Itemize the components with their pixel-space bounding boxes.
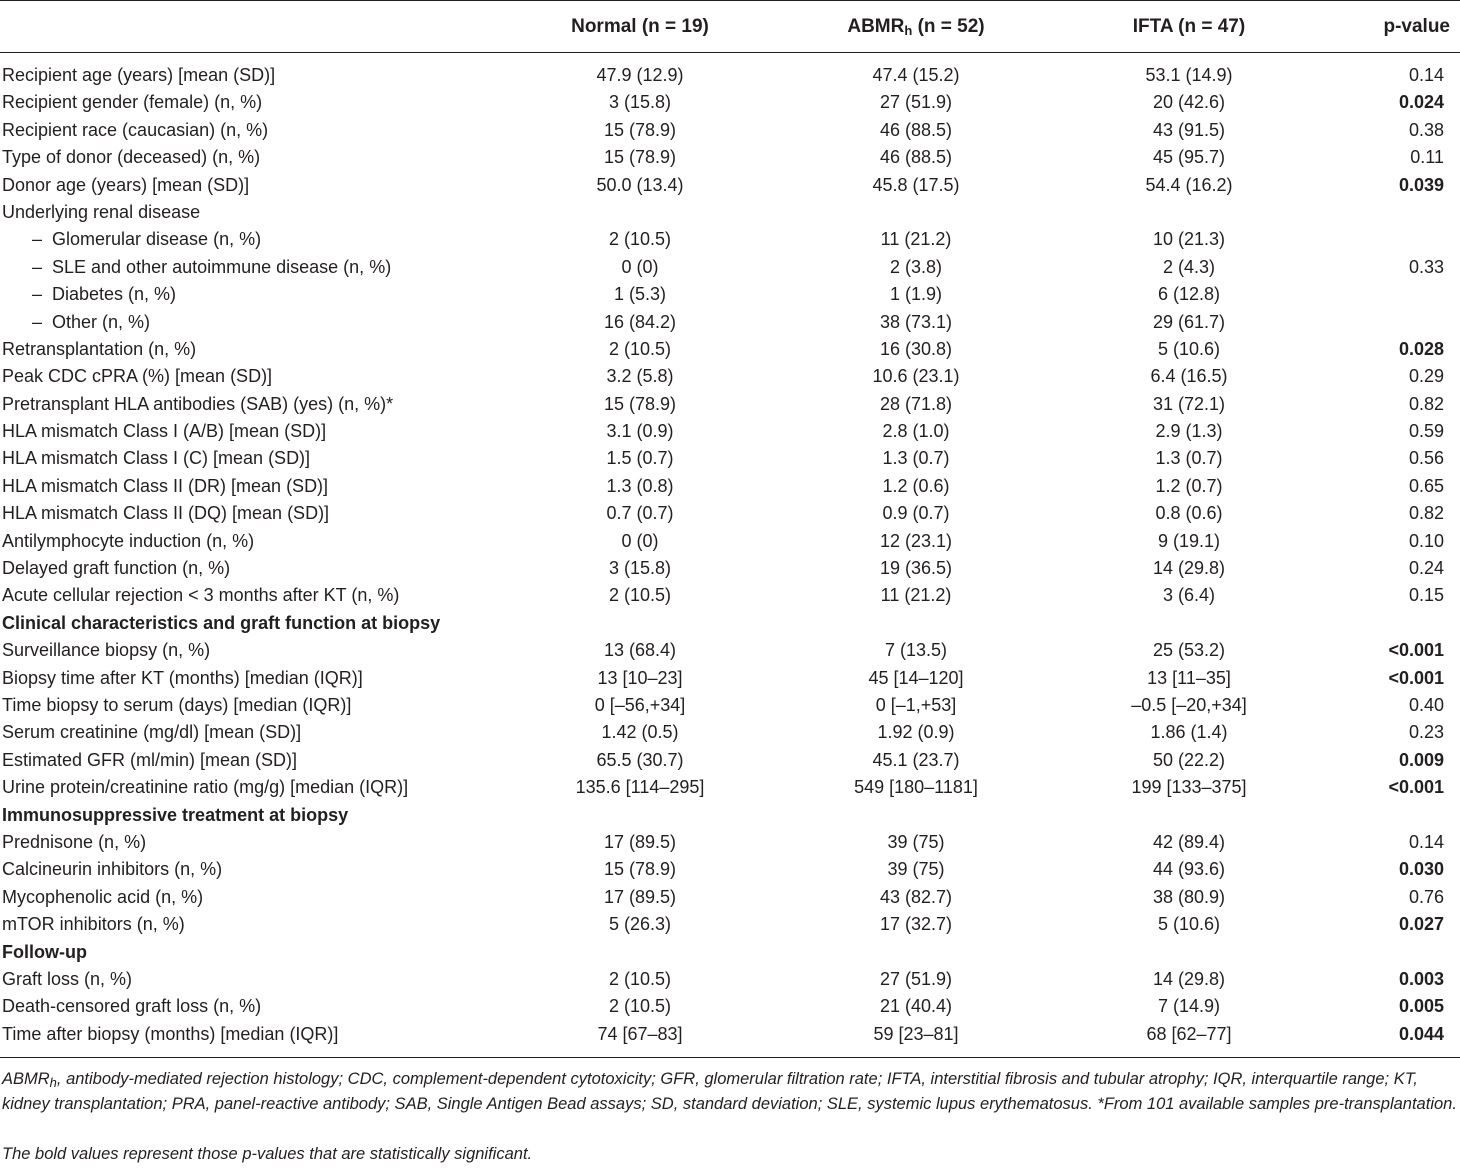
table-row — [0, 89, 1460, 116]
row-label-text: Time after biopsy (months) [median (IQR)] — [2, 1023, 339, 1044]
table-row — [0, 418, 1460, 445]
cell-ifta: 25 (53.2) — [1152, 640, 1226, 661]
cell-abmr: 17 (32.7) — [879, 914, 953, 935]
row-label — [2, 1021, 338, 1048]
cell-p-value: 0.33 — [1408, 256, 1444, 277]
row-label-text: SLE and other autoimmune disease (n, %) — [52, 256, 392, 277]
row-label-text: Glomerular disease (n, %) — [52, 229, 262, 250]
table-row — [0, 117, 1460, 144]
table-row — [0, 966, 1460, 993]
table-row — [0, 555, 1460, 582]
cell-normal: 3.1 (0.9) — [606, 421, 674, 442]
cell-p-value: 0.15 — [1408, 585, 1444, 606]
table-row — [0, 199, 1460, 226]
cell-abmr: 0.9 (0.7) — [882, 503, 950, 524]
table-top-rule — [0, 0, 1460, 1]
cell-ifta: 3 (6.4) — [1162, 585, 1216, 606]
cell-normal: 2 (10.5) — [608, 585, 672, 606]
cell-abmr: 27 (51.9) — [879, 92, 953, 113]
cell-normal: 1.5 (0.7) — [606, 448, 674, 469]
row-label — [2, 418, 326, 445]
row-label-text: Recipient race (caucasian) (n, %) — [2, 119, 269, 140]
cell-p-value: 0.024 — [1398, 92, 1444, 113]
row-label — [2, 172, 249, 199]
cell-normal: 15 (78.9) — [603, 393, 677, 414]
cell-ifta: 42 (89.4) — [1152, 831, 1226, 852]
cell-ifta: 13 [11–35] — [1147, 667, 1231, 688]
row-label-text: Donor age (years) [mean (SD)] — [2, 174, 250, 195]
cell-normal: 15 (78.9) — [603, 147, 677, 168]
cell-normal: 3 (15.8) — [608, 558, 672, 579]
table-footnote-bold-note: The bold values represent those p-values that are statistically significant. — [2, 1145, 533, 1163]
cell-abmr: 59 [23–81] — [873, 1023, 959, 1044]
table-row — [0, 637, 1460, 664]
cell-p-value: 0.82 — [1408, 393, 1444, 414]
table-row — [0, 445, 1460, 472]
row-label-text: Diabetes (n, %) — [52, 284, 177, 305]
row-label-text: Acute cellular rejection < 3 months after KT (n, %) — [2, 585, 400, 606]
cell-p-value: 0.14 — [1408, 65, 1444, 85]
cell-p-value: 0.23 — [1408, 722, 1444, 743]
cell-ifta: 43 (91.5) — [1152, 119, 1226, 140]
cell-p-value: 0.11 — [1410, 147, 1444, 168]
row-label — [2, 884, 203, 911]
row-label — [2, 254, 391, 281]
cell-normal: 47.9 (12.9) — [596, 65, 684, 85]
row-label — [2, 610, 440, 637]
cell-normal: 0.7 (0.7) — [606, 503, 674, 524]
bullet-dash: – — [32, 229, 43, 250]
table-footnote-abbreviations — [2, 1067, 1458, 1117]
cell-abmr: 1 (1.9) — [889, 284, 943, 305]
cell-p-value: 0.009 — [1398, 749, 1444, 770]
row-label — [2, 117, 268, 144]
cell-p-value: 0.76 — [1408, 886, 1444, 907]
cell-abmr: 27 (51.9) — [879, 968, 953, 989]
table-row — [0, 1021, 1460, 1048]
table-row — [0, 774, 1460, 801]
cell-ifta: 6 (12.8) — [1157, 284, 1221, 305]
cell-ifta: 1.2 (0.7) — [1155, 475, 1223, 496]
cell-normal: 3 (15.8) — [608, 92, 672, 113]
header-abmr-sub: h — [904, 23, 913, 38]
cell-abmr: 39 (75) — [887, 831, 945, 852]
cell-p-value: <0.001 — [1388, 640, 1444, 661]
row-label-text: mTOR inhibitors (n, %) — [2, 914, 185, 935]
cell-normal: 0 (0) — [621, 530, 659, 551]
cell-abmr: 47.4 (15.2) — [872, 65, 960, 85]
cell-abmr: 46 (88.5) — [879, 147, 953, 168]
table-row — [0, 309, 1460, 336]
row-label — [2, 391, 393, 418]
header-abmr-rest: (n = 52) — [912, 16, 985, 37]
cell-abmr: 46 (88.5) — [879, 119, 953, 140]
cell-ifta: 29 (61.7) — [1152, 311, 1226, 332]
cell-ifta: 199 [133–375] — [1131, 777, 1247, 798]
table-row — [0, 582, 1460, 609]
row-label — [2, 500, 329, 527]
cell-normal: 16 (84.2) — [603, 311, 677, 332]
section-header-row — [0, 939, 1460, 966]
row-label — [2, 473, 328, 500]
row-label-text: Peak CDC cPRA (%) [mean (SD)] — [2, 366, 273, 387]
row-label — [2, 89, 262, 116]
bullet-dash: – — [32, 284, 43, 305]
header-ifta: IFTA (n = 47) — [1132, 16, 1246, 37]
cell-ifta: 2.9 (1.3) — [1155, 421, 1223, 442]
row-label-text: Clinical characteristics and graft function at biopsy — [2, 612, 441, 633]
cell-p-value: 0.044 — [1398, 1023, 1444, 1044]
cell-abmr: 1.2 (0.6) — [882, 475, 950, 496]
table-row — [0, 254, 1460, 281]
cell-p-value: 0.24 — [1408, 558, 1444, 579]
table-row — [0, 884, 1460, 911]
cell-abmr: 10.6 (23.1) — [872, 366, 960, 387]
table-row — [0, 911, 1460, 938]
cell-ifta: 50 (22.2) — [1152, 749, 1226, 770]
cell-p-value: 0.82 — [1408, 503, 1444, 524]
row-label-text: Delayed graft function (n, %) — [2, 558, 231, 579]
cell-p-value: 0.10 — [1408, 530, 1444, 551]
row-label — [2, 856, 222, 883]
cell-ifta: 6.4 (16.5) — [1150, 366, 1228, 387]
row-label-text: Retransplantation (n, %) — [2, 338, 197, 359]
table-row — [0, 665, 1460, 692]
row-label — [2, 199, 200, 226]
table-row — [0, 829, 1460, 856]
row-label — [2, 528, 254, 555]
row-label — [2, 363, 272, 390]
cell-ifta: 0.8 (0.6) — [1155, 503, 1223, 524]
table-body — [0, 62, 1460, 1048]
row-label — [2, 445, 310, 472]
cell-abmr: 0 [–1,+53] — [875, 694, 957, 715]
cell-normal: 17 (89.5) — [603, 831, 677, 852]
cell-normal: 2 (10.5) — [608, 968, 672, 989]
table-row — [0, 172, 1460, 199]
row-label-text: HLA mismatch Class II (DR) [mean (SD)] — [2, 475, 329, 496]
cell-p-value: 0.028 — [1398, 338, 1444, 359]
cell-ifta: 14 (29.8) — [1152, 558, 1226, 579]
row-label-text: Calcineurin inhibitors (n, %) — [2, 859, 223, 880]
row-label — [2, 774, 408, 801]
cell-normal: 0 (0) — [621, 256, 659, 277]
cell-p-value: 0.29 — [1408, 366, 1444, 387]
row-label-text: Pretransplant HLA antibodies (SAB) (yes) (n, %)* — [2, 393, 394, 414]
row-label-text: Prednisone (n, %) — [2, 831, 147, 852]
row-label-text: HLA mismatch Class II (DQ) [mean (SD)] — [2, 503, 330, 524]
row-label — [2, 747, 297, 774]
cell-abmr: 16 (30.8) — [879, 338, 953, 359]
cell-abmr: 12 (23.1) — [879, 530, 953, 551]
row-label-text: Urine protein/creatinine ratio (mg/g) [median (IQR)] — [2, 777, 409, 798]
table-row — [0, 62, 1460, 89]
footnote-text: , antibody-mediated rejection histology; CDC, complement-dependent cytotoxicity; GFR, glomerular filtration rate; IFTA, interstitial fibrosis and tubular atrophy; IQR, interquartile range; KT, kidney transplantation; PRA, panel-reactive antibody; SAB, Single Antigen Bead assays; SD, standard deviation; SLE, systemic lupus erythematosus. *From 101 available samples pre-transplantation. — [2, 1070, 1457, 1113]
row-label-text: Time biopsy to serum (days) [median (IQR)] — [2, 694, 352, 715]
cell-ifta: 10 (21.3) — [1152, 229, 1226, 250]
cell-p-value: 0.005 — [1398, 996, 1444, 1017]
cell-ifta: 68 [62–77] — [1146, 1023, 1232, 1044]
row-label — [2, 665, 363, 692]
cell-abmr: 45.8 (17.5) — [872, 174, 960, 195]
row-label-text: Follow-up — [2, 941, 87, 962]
cell-p-value: 0.039 — [1398, 174, 1444, 195]
cell-ifta: 20 (42.6) — [1152, 92, 1226, 113]
table-row — [0, 336, 1460, 363]
cell-ifta: 1.86 (1.4) — [1150, 722, 1228, 743]
cell-abmr: 1.3 (0.7) — [882, 448, 950, 469]
row-label — [2, 309, 150, 336]
cell-p-value: 0.003 — [1398, 968, 1444, 989]
cell-p-value: 0.56 — [1408, 448, 1444, 469]
cell-normal: 13 (68.4) — [603, 640, 677, 661]
footnote-abmr-sub: h — [49, 1075, 57, 1090]
cell-p-value: <0.001 — [1388, 667, 1444, 688]
table-row — [0, 993, 1460, 1020]
table-row — [0, 747, 1460, 774]
row-label-text: Underlying renal disease — [2, 201, 201, 222]
row-label-text: Serum creatinine (mg/dl) [mean (SD)] — [2, 722, 302, 743]
cell-normal: 2 (10.5) — [608, 996, 672, 1017]
table-row — [0, 226, 1460, 253]
row-label — [2, 555, 230, 582]
table-bottom-rule — [0, 1057, 1460, 1058]
row-label — [2, 692, 351, 719]
cell-ifta: 45 (95.7) — [1152, 147, 1226, 168]
row-label-text: Surveillance biopsy (n, %) — [2, 640, 211, 661]
row-label — [2, 829, 146, 856]
cell-normal: 15 (78.9) — [603, 119, 677, 140]
table-row — [0, 281, 1460, 308]
cell-normal: 1.42 (0.5) — [601, 722, 679, 743]
cell-ifta: 1.3 (0.7) — [1155, 448, 1223, 469]
cell-abmr: 43 (82.7) — [879, 886, 953, 907]
cell-abmr: 1.92 (0.9) — [877, 722, 955, 743]
cell-p-value: 0.030 — [1398, 859, 1444, 880]
header-p-value: p-value — [1383, 16, 1450, 37]
cell-normal: 5 (26.3) — [608, 914, 672, 935]
cell-abmr: 11 (21.2) — [880, 585, 952, 606]
cell-p-value: 0.027 — [1398, 914, 1444, 935]
cell-ifta: 54.4 (16.2) — [1145, 174, 1233, 195]
cell-ifta: 53.1 (14.9) — [1145, 65, 1233, 85]
cell-ifta: –0.5 [–20,+34] — [1131, 694, 1247, 715]
row-label-text: Type of donor (deceased) (n, %) — [2, 147, 261, 168]
cell-p-value: 0.59 — [1408, 421, 1444, 442]
row-label — [2, 911, 185, 938]
bullet-dash: – — [32, 311, 43, 332]
footnote-abmr: ABMR — [2, 1070, 50, 1088]
header-abmr — [796, 8, 1036, 46]
cell-abmr: 38 (73.1) — [879, 311, 953, 332]
cell-ifta: 7 (14.9) — [1157, 996, 1221, 1017]
row-label-text: Antilymphocyte induction (n, %) — [2, 530, 255, 551]
cell-abmr: 19 (36.5) — [879, 558, 953, 579]
table-row — [0, 391, 1460, 418]
cell-normal: 65.5 (30.7) — [596, 749, 684, 770]
cell-abmr: 45 [14–120] — [868, 667, 964, 688]
table-row — [0, 473, 1460, 500]
row-label-text: Mycophenolic acid (n, %) — [2, 886, 204, 907]
row-label-text: Other (n, %) — [52, 311, 151, 332]
cell-ifta: 44 (93.6) — [1152, 859, 1226, 880]
cell-abmr: 7 (13.5) — [884, 640, 948, 661]
cell-ifta: 31 (72.1) — [1152, 393, 1226, 414]
header-rule — [0, 52, 1460, 53]
cell-abmr: 2.8 (1.0) — [882, 421, 950, 442]
row-label-text: Recipient age (years) [mean (SD)] — [2, 65, 276, 85]
table-row — [0, 528, 1460, 555]
section-header-row — [0, 610, 1460, 637]
cell-abmr: 45.1 (23.7) — [872, 749, 960, 770]
table-row — [0, 144, 1460, 171]
row-label — [2, 993, 261, 1020]
row-label-text: Immunosuppressive treatment at biopsy — [2, 804, 349, 825]
bullet-dash: – — [32, 256, 43, 277]
cell-ifta: 9 (19.1) — [1157, 530, 1221, 551]
cell-normal: 2 (10.5) — [608, 229, 672, 250]
cell-p-value: <0.001 — [1388, 777, 1444, 798]
cell-ifta: 14 (29.8) — [1152, 968, 1226, 989]
row-label — [2, 144, 260, 171]
row-label-text: Graft loss (n, %) — [2, 968, 133, 989]
row-label — [2, 226, 261, 253]
cell-normal: 1.3 (0.8) — [606, 475, 674, 496]
row-label-text: Recipient gender (female) (n, %) — [2, 92, 263, 113]
cell-normal: 0 [–56,+34] — [594, 694, 686, 715]
row-label — [2, 637, 210, 664]
cell-ifta: 38 (80.9) — [1152, 886, 1226, 907]
row-label-text: Death-censored graft loss (n, %) — [2, 996, 262, 1017]
table-row — [0, 856, 1460, 883]
cell-normal: 74 [67–83] — [597, 1023, 683, 1044]
row-label — [2, 719, 301, 746]
cell-p-value: 0.38 — [1408, 119, 1444, 140]
cell-normal: 15 (78.9) — [603, 859, 677, 880]
cell-normal: 2 (10.5) — [608, 338, 672, 359]
row-label-text: Biopsy time after KT (months) [median (IQR)] — [2, 667, 363, 688]
cell-normal: 3.2 (5.8) — [606, 366, 674, 387]
cell-abmr: 549 [180–1181] — [854, 777, 978, 798]
row-label-text: Estimated GFR (ml/min) [mean (SD)] — [2, 749, 298, 770]
row-label — [2, 582, 399, 609]
section-header-row — [0, 802, 1460, 829]
table-row — [0, 692, 1460, 719]
row-label — [2, 802, 348, 829]
header-abmr-main: ABMR — [847, 16, 905, 37]
cell-ifta: 5 (10.6) — [1157, 914, 1221, 935]
cell-p-value: 0.40 — [1408, 694, 1444, 715]
table-row — [0, 500, 1460, 527]
row-label — [2, 62, 275, 89]
cell-ifta: 2 (4.3) — [1162, 256, 1216, 277]
cell-p-value: 0.65 — [1408, 475, 1444, 496]
cell-normal: 50.0 (13.4) — [596, 174, 684, 195]
row-label — [2, 281, 176, 308]
cell-normal: 17 (89.5) — [603, 886, 677, 907]
row-label — [2, 939, 87, 966]
header-normal: Normal (n = 19) — [571, 16, 709, 37]
row-label — [2, 966, 132, 993]
cell-normal: 1 (5.3) — [613, 284, 667, 305]
table-row — [0, 719, 1460, 746]
cell-abmr: 2 (3.8) — [889, 256, 943, 277]
row-label-text: HLA mismatch Class I (C) [mean (SD)] — [2, 448, 311, 469]
cell-abmr: 11 (21.2) — [880, 229, 952, 250]
cell-ifta: 5 (10.6) — [1157, 338, 1221, 359]
row-label-text: HLA mismatch Class I (A/B) [mean (SD)] — [2, 421, 327, 442]
cell-abmr: 21 (40.4) — [879, 996, 953, 1017]
cell-normal: 135.6 [114–295] — [575, 777, 705, 798]
row-label — [2, 336, 196, 363]
cell-normal: 13 [10–23] — [597, 667, 683, 688]
cell-abmr: 39 (75) — [887, 859, 945, 880]
cell-abmr: 28 (71.8) — [879, 393, 953, 414]
table-row — [0, 363, 1460, 390]
cell-p-value: 0.14 — [1408, 831, 1444, 852]
